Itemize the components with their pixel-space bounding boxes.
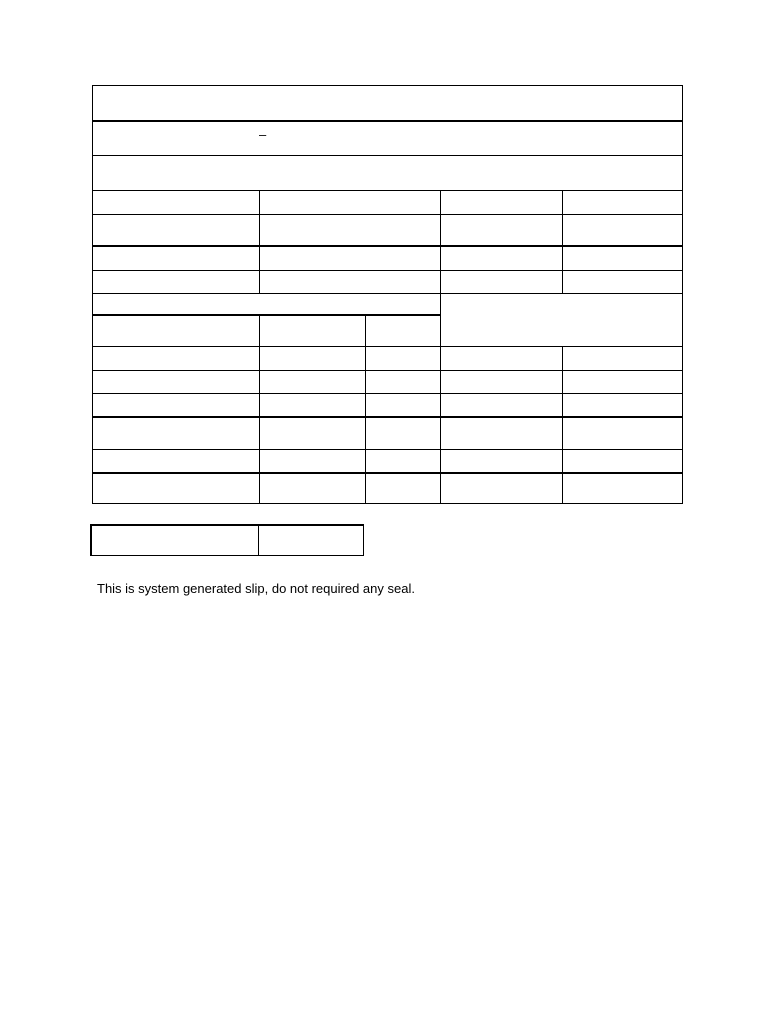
- table-column-divider: [365, 314, 366, 504]
- table-rule: [92, 214, 683, 215]
- net-pay-box-right: [363, 524, 364, 556]
- table-rule: [92, 155, 683, 156]
- table-border-bottom: [92, 503, 683, 504]
- table-column-divider: [259, 314, 260, 504]
- table-column-divider: [562, 346, 563, 504]
- table-column-divider: [259, 190, 260, 294]
- net-pay-box-top: [90, 524, 364, 526]
- system-generated-note: This is system generated slip, do not required any seal.: [97, 581, 415, 596]
- separator-mark: –: [259, 127, 267, 142]
- table-column-divider: [562, 190, 563, 294]
- net-pay-box-left: [90, 524, 92, 556]
- table-rule: [92, 370, 683, 371]
- table-border-left: [92, 85, 93, 504]
- table-column-divider: [440, 190, 441, 294]
- table-rule: [92, 449, 683, 450]
- table-rule: [92, 293, 683, 294]
- table-rule: [92, 190, 683, 191]
- net-pay-box-bottom: [90, 555, 364, 556]
- table-border-top: [92, 85, 683, 86]
- table-rule: [92, 120, 683, 122]
- table-rule: [92, 393, 683, 394]
- table-rule: [92, 472, 683, 474]
- net-pay-box-divider: [258, 524, 259, 556]
- table-rule: [92, 270, 683, 271]
- table-rule: [92, 314, 440, 316]
- table-rule: [92, 245, 683, 247]
- table-rule: [92, 346, 683, 347]
- table-rule: [92, 416, 683, 418]
- table-column-divider: [440, 293, 441, 504]
- table-border-right: [682, 85, 683, 504]
